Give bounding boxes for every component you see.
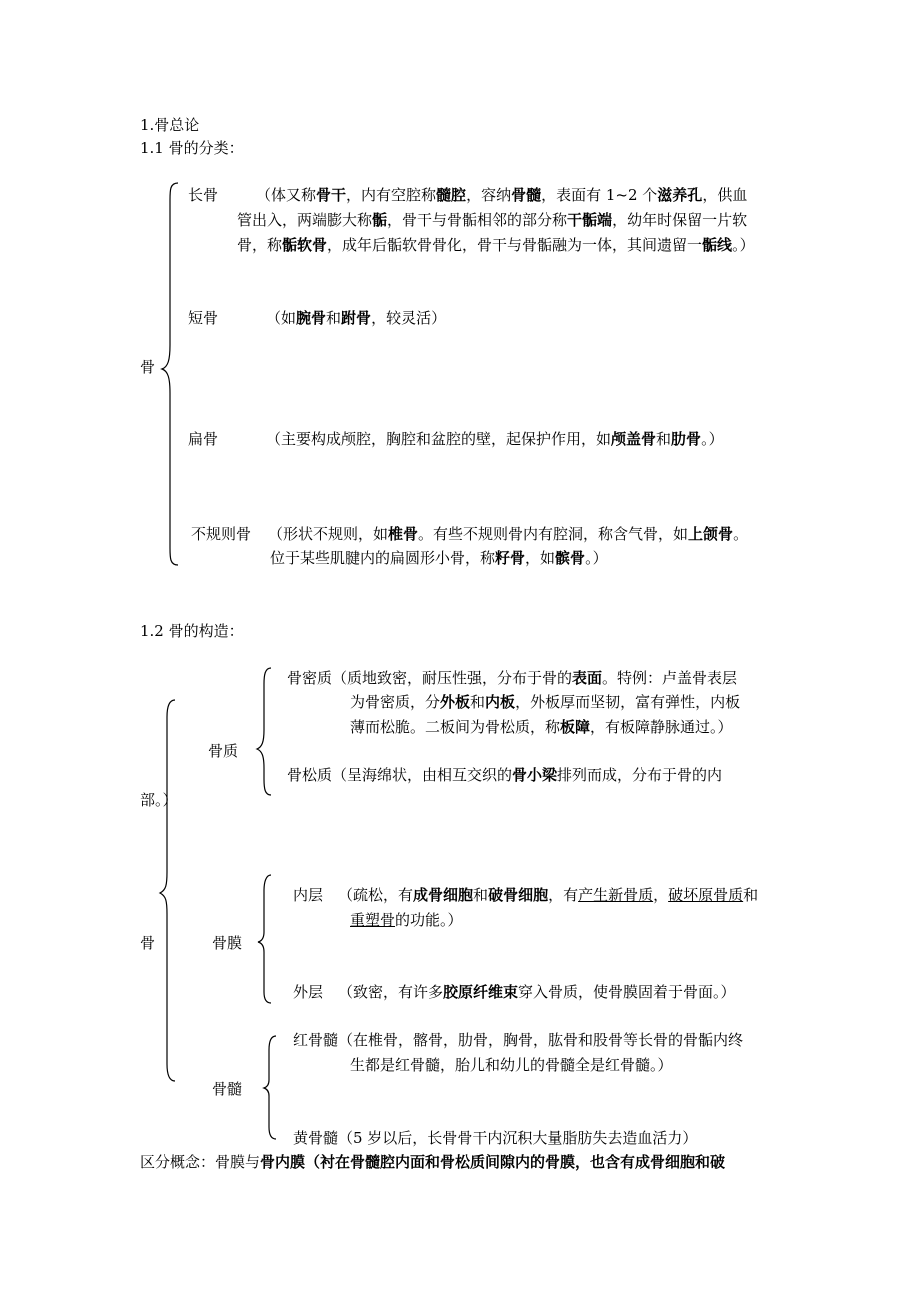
periosteum-outer: 外层 （致密，有许多胶原纤维束穿入骨质，使骨膜固着于骨面。） [293, 983, 736, 1001]
long-bone-desc-line1: （体又称骨干，内有空腔称髓腔，容纳骨髓，表面有 1~2 个滋养孔，供血 [256, 186, 748, 204]
classification-brace [162, 183, 178, 565]
heading-bone-structure: 1.2 骨的构造： [140, 622, 244, 640]
marrow-brace [264, 1036, 276, 1139]
irregular-bone-desc-line1: （形状不规则，如椎骨。有些不规则骨内有腔洞，称含气骨，如上颌骨。 [268, 525, 749, 543]
structure-root-label: 骨 [140, 934, 156, 952]
compact-bone-line1: 骨密质（质地致密，耐压性强，分布于骨的表面。特例：卢盖骨表层 [287, 669, 738, 687]
heading-bone-overview: 1.骨总论 [140, 116, 200, 134]
red-marrow-line2: 生都是红骨髓，胎儿和幼儿的骨髓全是红骨髓。） [350, 1056, 673, 1074]
irregular-bone-desc-line2: 位于某些肌腱内的扁圆形小骨，称籽骨，如髌骨。） [270, 549, 608, 567]
structure-brace [160, 700, 175, 1081]
long-bone-desc-line2: 管出入，两端膨大称骺，骨干与骨骺相邻的部分称干骺端，幼年时保留一片软 [237, 211, 748, 229]
compact-bone-line2: 为骨密质，分外板和内板，外板厚而坚韧，富有弹性，内板 [350, 693, 741, 711]
spongy-bone-line2: 部。） [140, 791, 178, 809]
yellow-marrow: 黄骨髓（5 岁以后，长骨骨干内沉积大量脂肪失去造血活力） [293, 1129, 698, 1147]
long-bone-label: 长骨 [188, 186, 219, 204]
substance-label: 骨质 [208, 742, 239, 760]
periosteum-inner-line1: 内层 （疏松，有成骨细胞和破骨细胞，有产生新骨质，破坏原骨质和 [293, 886, 759, 904]
distinguish-concepts: 区分概念：骨膜与骨内膜（衬在骨髓腔内面和骨松质间隙内的骨膜，也含有成骨细胞和破 [140, 1153, 726, 1171]
long-bone-desc-line3: 骨，称骺软骨，成年后骺软骨骨化，骨干与骨骺融为一体，其间遗留一骺线。） [237, 236, 755, 254]
flat-bone-label: 扁骨 [188, 430, 219, 448]
spongy-bone-line1: 骨松质（呈海绵状，由相互交织的骨小梁排列而成，分布于骨的内 [287, 766, 723, 784]
heading-bone-classification: 1.1 骨的分类： [140, 139, 244, 157]
red-marrow-line1: 红骨髓（在椎骨，髂骨，肋骨，胸骨，肱骨和股骨等长骨的骨骺内终 [293, 1031, 744, 1049]
substance-brace [257, 668, 271, 795]
short-bone-desc: （如腕骨和跗骨，较灵活） [266, 309, 447, 327]
short-bone-label: 短骨 [188, 309, 219, 327]
classification-root-label: 骨 [140, 358, 156, 376]
marrow-label: 骨髓 [212, 1080, 243, 1098]
periosteum-label: 骨膜 [212, 934, 243, 952]
periosteum-brace [258, 875, 271, 1003]
flat-bone-desc: （主要构成颅腔，胸腔和盆腔的壁，起保护作用，如颅盖骨和肋骨。） [266, 430, 724, 448]
periosteum-inner-line2: 重塑骨的功能。） [350, 911, 463, 929]
irregular-bone-label: 不规则骨 [191, 525, 252, 543]
compact-bone-line3: 薄而松脆。二板间为骨松质，称板障，有板障静脉通过。） [350, 718, 733, 736]
